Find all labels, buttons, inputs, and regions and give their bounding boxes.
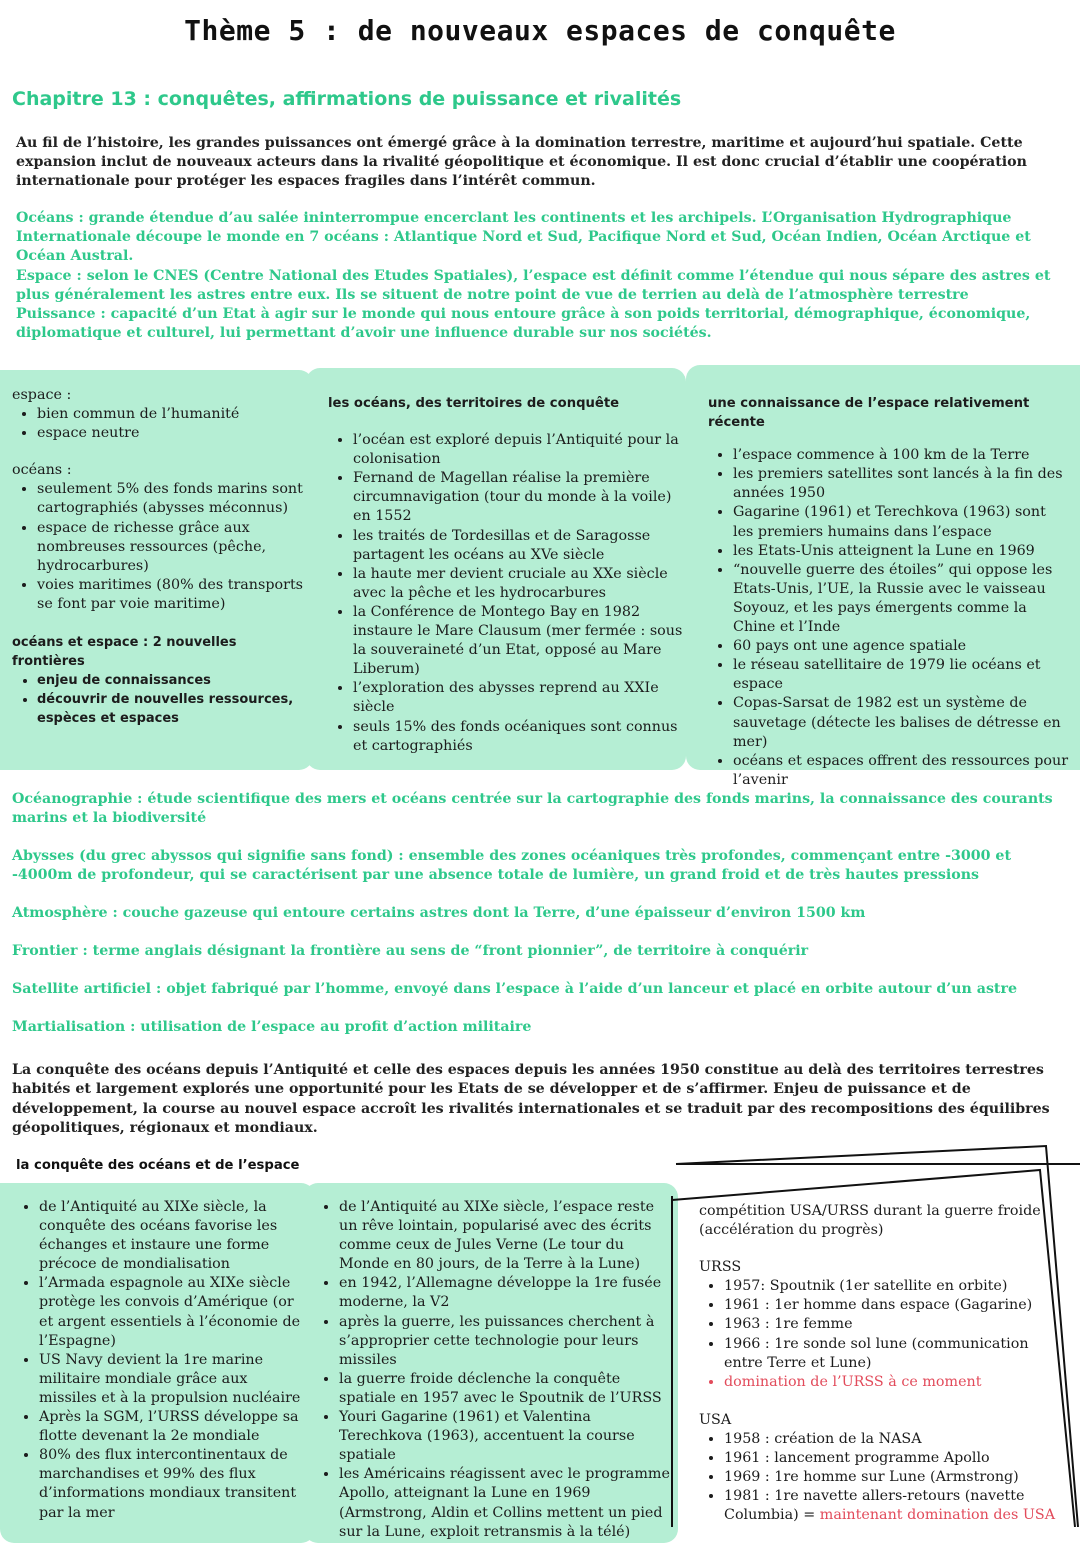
list-item: • seulement 5% des fonds marins sont cartographiés (abysses méconnus) [37, 480, 310, 518]
list-item: • 80% des flux intercontinentaux de marchandises et 99% des flux d’informations mondiaux transitent par la mer [39, 1446, 302, 1522]
frontiers-list [12, 671, 310, 728]
column-oceans-conquest [14, 1198, 302, 1523]
list-item: • bien commun de l’humanité [37, 405, 310, 424]
usa-last-item-text: 1981 : 1re navette allers-retours (navette Columbia) = [724, 1488, 1025, 1524]
list-item: • l’espace commence à 100 km de la Terre [733, 446, 1070, 465]
space-list [708, 446, 1070, 790]
list-item: • les premiers satellites sont lancés à la fin des années 1950 [733, 465, 1070, 503]
list-item: • enjeu de connaissances [37, 671, 310, 690]
oceans-heading: les océans, des territoires de conquête [328, 396, 620, 411]
definition-martialisation: Martialisation : utilisation de l’espace au profit d’action militaire [12, 1019, 532, 1035]
usa-list [699, 1430, 1071, 1525]
list-item: • après la guerre, les puissances cherchent à s’approprier cette technologie pour leurs missiles [339, 1313, 676, 1370]
column-cold-war [699, 1202, 1071, 1525]
list-item: • les Américains réagissent avec le programme Apollo, atteignant la Lune en 1969 (Armstrong, Aldin et Collins mettent un pied sur la Lune, exploit retransmis à la télé) [339, 1465, 676, 1541]
definition-oceanographie: Océanographie : étude scientifique des mers et océans centrée sur la cartographie des fonds marins, la connaissance des courants marins et la biodiversité [12, 791, 1053, 827]
list-item: • 1969 : 1re homme sur Lune (Armstrong) [724, 1468, 1071, 1487]
list-item: • la Conférence de Montego Bay en 1982 instaure le Mare Clausum (mer fermée : sous la souveraineté d’un Etat, opposé au Mare Liberum) [353, 603, 684, 679]
list-item: • en 1942, l’Allemagne développe la 1re fusée moderne, la V2 [339, 1274, 676, 1312]
list-item: • “nouvelle guerre des étoiles” qui oppose les Etats-Unis, l’UE, la Russie avec le vaisseau Soyouz, et les pays émergents comme la Chine et l’Inde [733, 561, 1070, 637]
espace-label: espace : [12, 387, 72, 403]
list-item: • le réseau satellitaire de 1979 lie océans et espace [733, 656, 1070, 694]
definition-espace: Espace : selon le CNES (Centre National des Etudes Spatiales), l’espace est définit comme l’étendue qui nous sépare des astres et plus généralement les astres entre eux. Ils se situent de notre point de vue de terrien au delà de l’atmosphère terrestre [16, 267, 1051, 303]
list-item: • 60 pays ont une agence spatiale [733, 637, 1070, 656]
definition-oceans: Océans : grande étendue d’au salée ininterrompue encerclant les continents et les archipels. L’Organisation Hydrographique Internationale découpe le monde en 7 océans : Atlantique Nord et Sud, Pacifique Nord et Sud, Océan Indien, Océan Arctique et Océan Austral. [16, 210, 1031, 265]
chapter-title: Chapitre 13 : conquêtes, affirmations de puissance et rivalités [12, 88, 682, 110]
espace-list [12, 405, 310, 443]
column-space [708, 394, 1070, 790]
conclusion-paragraph: La conquête des océans depuis l’Antiquité et celle des espaces depuis les années 1950 constitue au delà des territoires terrestres habités et largement explorés une opportunité pour les Etats de se développer et de s’affirmer. Enjeu de puissance et de développement, la course au nouvel espace accroît les rivalités internationales et se traduit par des recompositions des équilibres géopolitiques, régionaux et mondiaux. [12, 1062, 1050, 1137]
space-heading: une connaissance de l’espace relativement récente [708, 396, 1030, 431]
list-item: • seuls 15% des fonds océaniques sont connus et cartographiés [353, 718, 684, 756]
list-item: • océans et espaces offrent des ressources pour l’avenir [733, 752, 1070, 790]
column-oceans [328, 394, 684, 756]
definitions-top [16, 209, 1066, 343]
list-item: • les traités de Tordesillas et de Saragosse partagent les océans au XVe siècle [353, 527, 684, 565]
list-item: • Fernand de Magellan réalise la première circumnavigation (tour du monde à la voile) en 1552 [353, 469, 684, 526]
usa-domination-note: maintenant domination des USA [819, 1507, 1056, 1524]
column-space-conquest [314, 1198, 676, 1542]
list-item: • Après la SGM, l’URSS développe sa flotte devenant la 2e mondiale [39, 1408, 302, 1446]
intro-paragraph: Au fil de l’histoire, les grandes puissances ont émergé grâce à la domination terrestre, maritime et aujourd’hui spatiale. Cette expansion inclut de nouveaux acteurs dans la rivalité géopolitique et économique. Il est donc crucial d’établir une coopération internationale pour protéger les espaces fragiles dans l’intérêt commun. [16, 135, 1027, 189]
list-item: • 1958 : création de la NASA [724, 1430, 1071, 1449]
list-item: • 1966 : 1re sonde sol lune (communication entre Terre et Lune) [724, 1335, 1071, 1373]
oceans-history-list [14, 1198, 302, 1523]
urss-label: URSS [699, 1259, 742, 1276]
list-item: • 1957: Spoutnik (1er satellite en orbite) [724, 1277, 1071, 1296]
frontiers-label: océans et espace : 2 nouvelles frontières [12, 635, 237, 670]
list-item: • la haute mer devient cruciale au XXe siècle avec la pêche et les hydrocarbures [353, 565, 684, 603]
list-item: • Youri Gagarine (1961) et Valentina Terechkova (1963), accentuent la course spatiale [339, 1408, 676, 1465]
oceans-list [12, 480, 310, 614]
list-item: • de l’Antiquité au XIXe siècle, la conquête des océans favorise les échanges et instaure une forme précoce de mondialisation [39, 1198, 302, 1274]
cold-war-heading: compétition USA/URSS durant la guerre froide (accélération du progrès) [699, 1203, 1041, 1239]
usa-label: USA [699, 1411, 732, 1428]
list-item: • 1963 : 1re femme [724, 1315, 1071, 1334]
definition-satellite: Satellite artificiel : objet fabriqué par l’homme, envoyé dans l’espace à l’aide d’un lanceur et placé en orbite autour d’un astre [12, 981, 1017, 997]
space-history-list [314, 1198, 676, 1542]
list-item: • découvrir de nouvelles ressources, espèces et espaces [37, 690, 310, 728]
definition-frontier: Frontier : terme anglais désignant la frontière au sens de “front pionnier”, de territoire à conquérir [12, 943, 809, 959]
definition-abysses: Abysses (du grec abyssos qui signifie sans fond) : ensemble des zones océaniques très profondes, commençant entre -3000 et -4000m de profondeur, qui se caractérisent par une absence totale de lumière, un grand froid et de très hautes pressions [12, 848, 1011, 884]
column-definitions [12, 386, 310, 729]
list-item: • 1961 : lancement programme Apollo [724, 1449, 1071, 1468]
list-item: • l’Armada espagnole au XIXe siècle protège les convois d’Amérique (or et argent essentiels à l’économie de l’Espagne) [39, 1274, 302, 1350]
list-item: • l’océan est exploré depuis l’Antiquité pour la colonisation [353, 431, 684, 469]
list-item: • espace neutre [37, 424, 310, 443]
list-item: • Gagarine (1961) et Terechkova (1963) sont les premiers humains dans l’espace [733, 503, 1070, 541]
oceans-conquest-list [328, 431, 684, 756]
list-item: • Copas-Sarsat de 1982 est un système de sauvetage (détecte les balises de détresse en mer) [733, 694, 1070, 751]
definition-atmosphere: Atmosphère : couche gazeuse qui entoure certains astres dont la Terre, d’une épaisseur d’environ 1500 km [12, 905, 866, 921]
list-item: • les Etats-Unis atteignent la Lune en 1969 [733, 542, 1070, 561]
list-item: • espace de richesse grâce aux nombreuses ressources (pêche, hydrocarbures) [37, 519, 310, 576]
list-item: • voies maritimes (80% des transports se font par voie maritime) [37, 576, 310, 614]
oceans-label: océans : [12, 462, 72, 479]
definition-puissance: Puissance : capacité d’un Etat à agir sur le monde qui nous entoure grâce à son poids territorial, démographique, économique, diplomatique et culturel, lui permettant d’avoir une influence durable sur nos sociétés. [16, 306, 1031, 342]
list-item: • la guerre froide déclenche la conquête spatiale en 1957 avec le Spoutnik de l’URSS [339, 1370, 676, 1408]
urss-list [699, 1277, 1071, 1392]
list-item: • l’exploration des abysses reprend au XXIe siècle [353, 679, 684, 717]
list-item: • de l’Antiquité au XIXe siècle, l’espace reste un rêve lointain, popularisé avec des écrits comme ceux de Jules Verne (Le tour du Monde en 80 jours, de la Terre à la Lune) [339, 1198, 676, 1274]
list-item: • 1961 : 1er homme dans espace (Gagarine) [724, 1296, 1071, 1315]
list-item: • US Navy devient la 1re marine militaire mondiale grâce aux missiles et à la propulsion nucléaire [39, 1351, 302, 1408]
section-title: la conquête des océans et de l’espace [16, 1158, 300, 1173]
urss-domination-note: • domination de l’URSS à ce moment [724, 1373, 1071, 1392]
page-title: Thème 5 : de nouveaux espaces de conquête [184, 14, 896, 47]
list-item [724, 1487, 1071, 1525]
